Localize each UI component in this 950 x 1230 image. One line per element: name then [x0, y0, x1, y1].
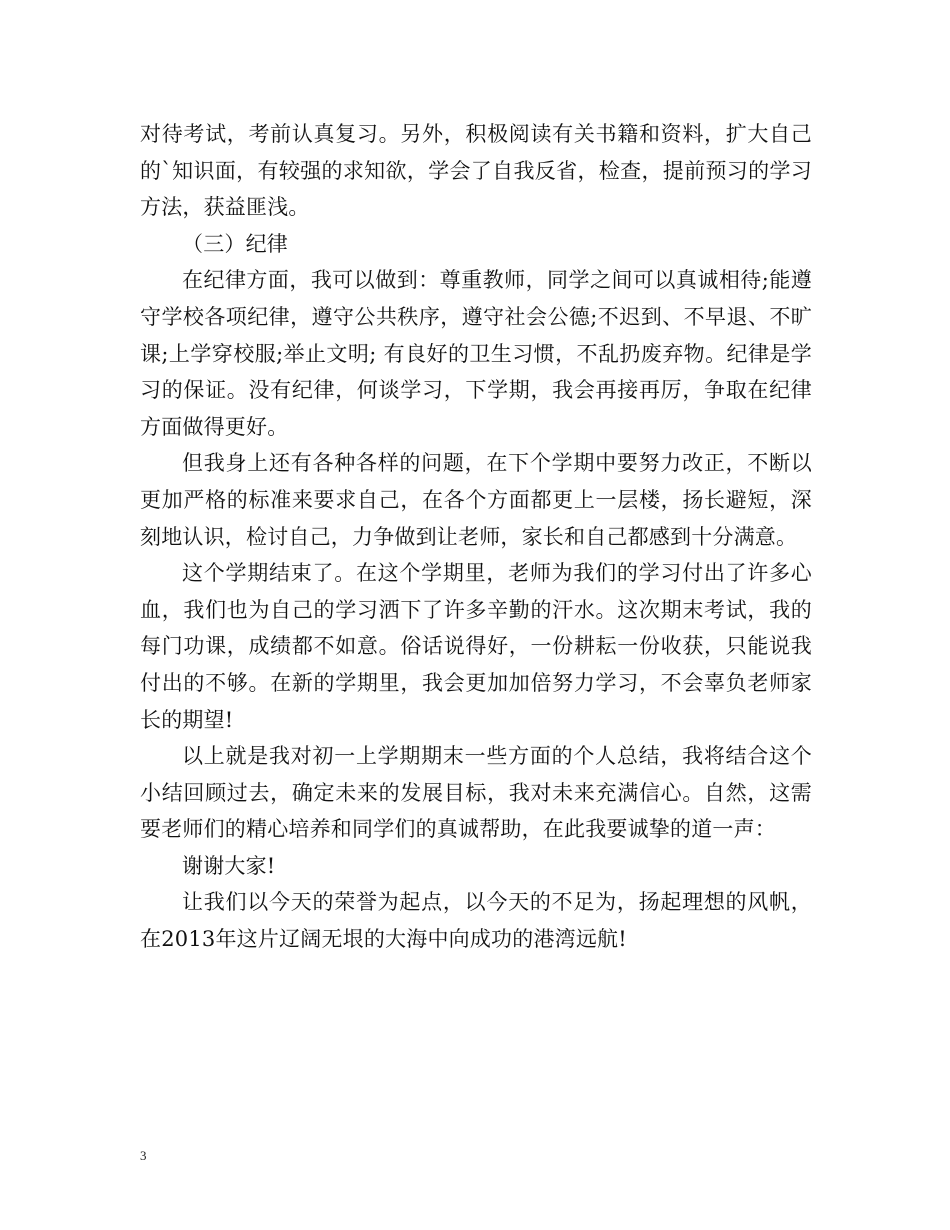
paragraph-semester-end: 这个学期结束了。在这个学期里，老师为我们的学习付出了许多心血，我们也为自己的学习洒下了许多辛勤的汗水。这次期末考试，我的每门功课，成绩都不如意。俗话说得好，一份耕耘一份收获，只能说我付出的不够。在新的学期里，我会更加加倍努力学习，不会辜负老师家长的期望!: [140, 561, 812, 732]
paragraph-study-methods: 对待考试，考前认真复习。另外，积极阅读有关书籍和资料，扩大自己的`知识面，有较强的求知欲，学会了自我反省，检查，提前预习的学习方法，获益匪浅。: [140, 122, 812, 220]
paragraph-problems: 但我身上还有各种各样的问题，在下个学期中要努力改正，不断以更加严格的标准来要求自己，在各个方面都更上一层楼，扬长避短，深刻地认识，检讨自己，力争做到让老师，家长和自己都感到十分满意。: [140, 451, 812, 549]
section-heading-discipline: （三）纪律: [182, 231, 288, 256]
document-body: [140, 116, 812, 958]
paragraph-closing: 让我们以今天的荣誉为起点，以今天的不足为，扬起理想的风帆，在2013年这片辽阔无垠的大海中向成功的港湾远航!: [140, 890, 812, 952]
paragraph-thanks: 谢谢大家!: [182, 853, 276, 878]
page-number: 3: [140, 1148, 147, 1163]
paragraph-discipline: 在纪律方面，我可以做到：尊重教师，同学之间可以真诚相待;能遵守学校各项纪律，遵守公共秩序，遵守社会公德;不迟到、不早退、不旷课;上学穿校服;举止文明; 有良好的卫生习惯，不乱扔废弃物。纪律是学习的保证。没有纪律，何谈学习，下学期，我会再接再厉，争取在纪律方面做得更好。: [140, 268, 812, 439]
paragraph-summary: 以上就是我对初一上学期期末一些方面的个人总结，我将结合这个小结回顾过去，确定未来的发展目标，我对未来充满信心。自然，这需要老师们的精心培养和同学们的真诚帮助，在此我要诚挚的道一声：: [140, 744, 812, 842]
